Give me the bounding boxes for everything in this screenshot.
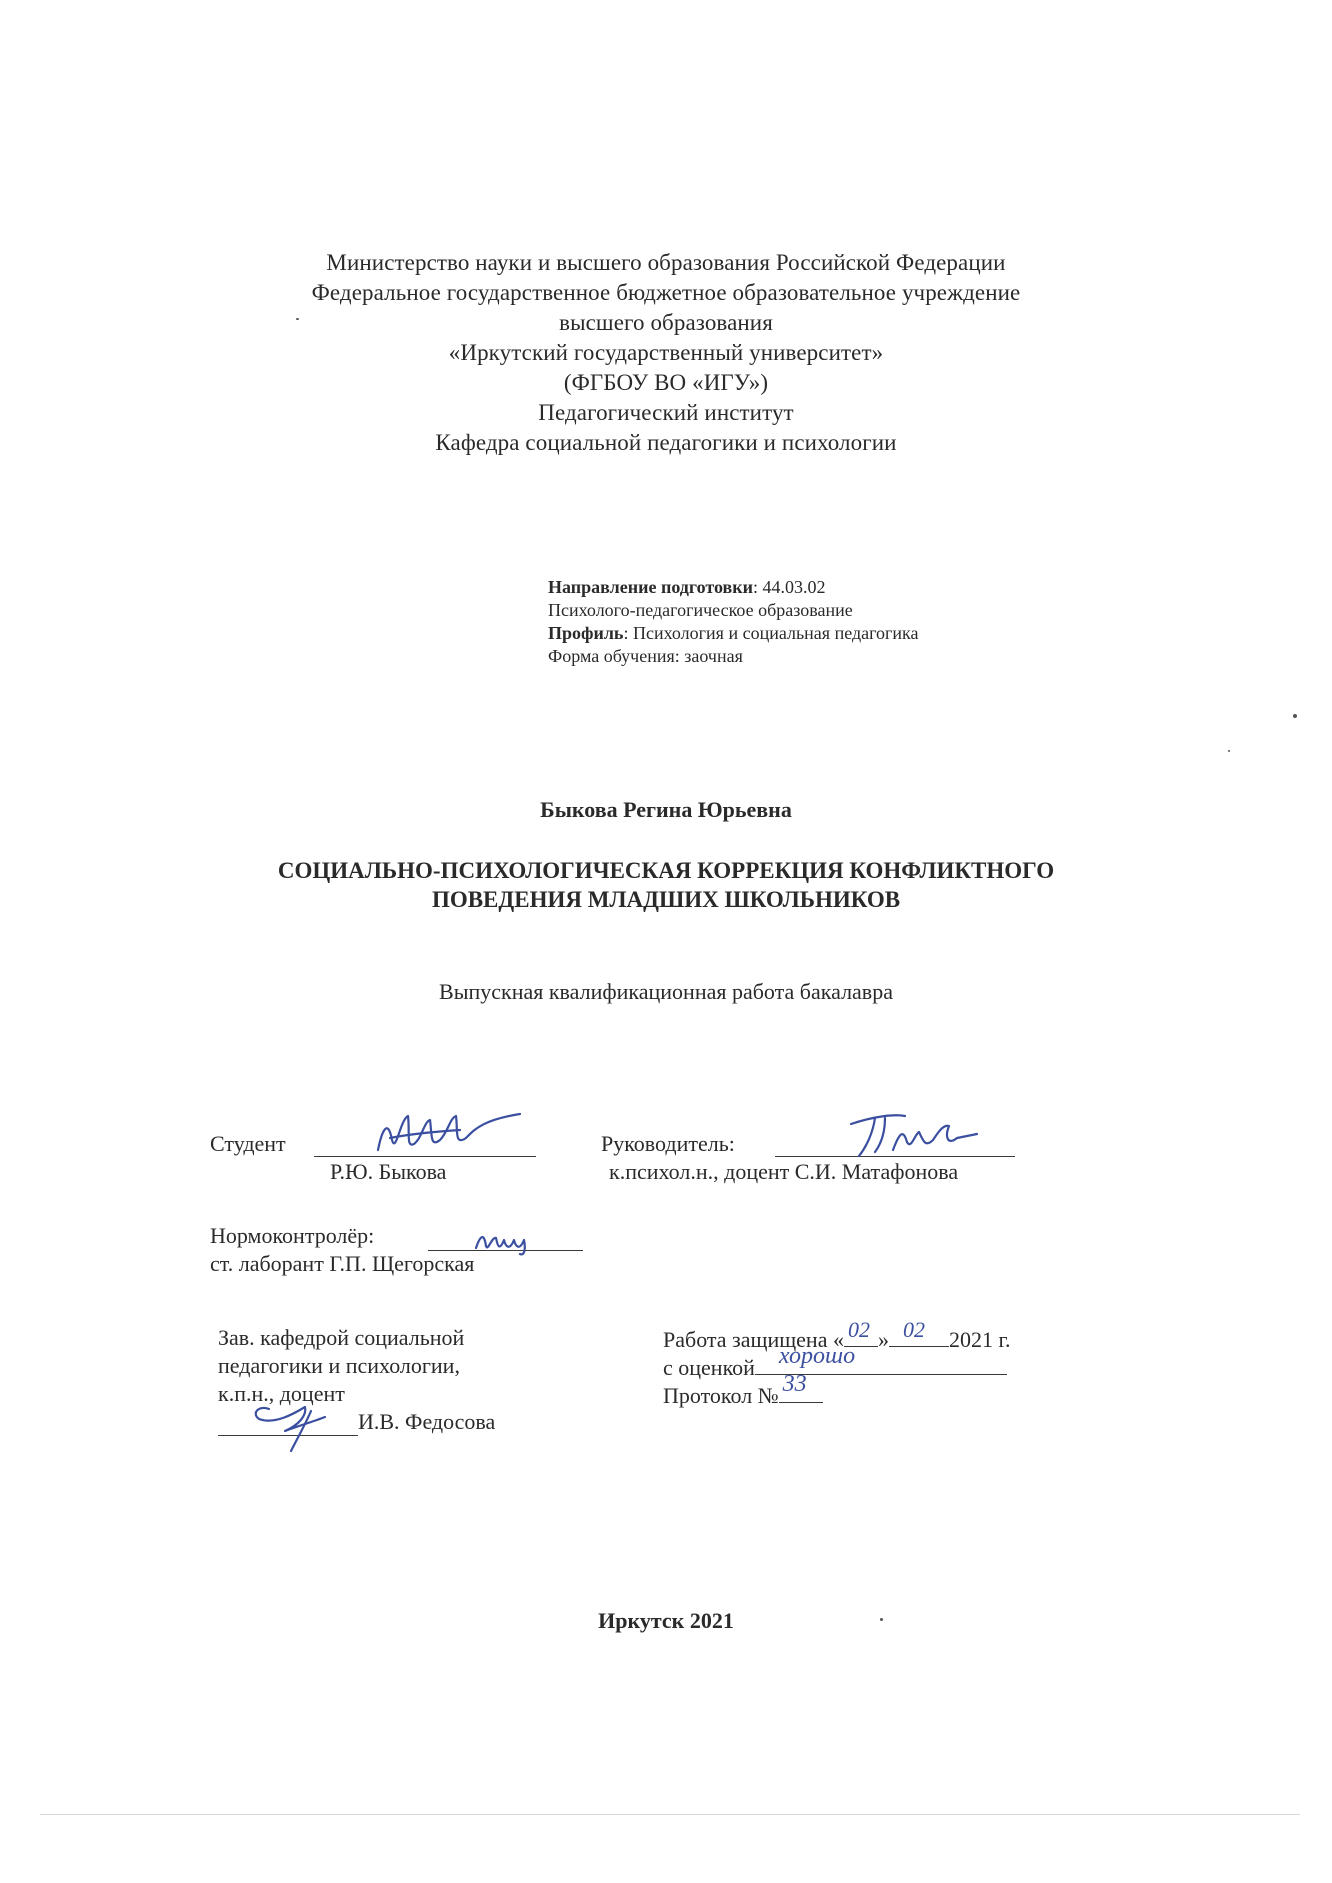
university-abbr-line: (ФГБОУ ВО «ИГУ») (563, 370, 769, 395)
thesis-title-line-1: СОЦИАЛЬНО-ПСИХОЛОГИЧЕСКАЯ КОРРЕКЦИЯ КОНФЛИКТНОГО (277, 858, 1055, 883)
defense-month-value: 02 (902, 1317, 925, 1342)
author-name: Быкова Регина Юрьевна (540, 797, 792, 822)
profile-value: : Психология и социальная педагогика (623, 623, 919, 643)
defended-mid: » (877, 1327, 889, 1352)
grade-value: хорошо (778, 1343, 856, 1369)
direction-label: Направление подготовки (548, 577, 754, 597)
protocol-value: 33 (782, 1371, 807, 1397)
work-type: Выпускная квалификационная работа бакалавра (439, 979, 893, 1004)
head-line-1: Зав. кафедрой социальной (218, 1325, 465, 1350)
supervisor-name: к.психол.н., доцент С.И. Матафонова (609, 1159, 959, 1184)
scan-speck (880, 1618, 883, 1621)
institution-header (0, 248, 1332, 458)
head-signature (245, 1395, 355, 1455)
thesis-title (0, 856, 1332, 914)
direction-row (548, 576, 919, 599)
scan-speck (1293, 714, 1297, 718)
head-line-3: к.п.н., доцент (218, 1381, 345, 1406)
education-level-line: высшего образования (559, 310, 773, 335)
direction-value: : 44.03.02 (753, 577, 826, 597)
institution-type-line: Федеральное государственное бюджетное образовательное учреждение (311, 280, 1021, 305)
student-label: Студент (210, 1131, 286, 1156)
department-line: Кафедра социальной педагогики и психологии (435, 430, 897, 455)
student-name: Р.Ю. Быкова (330, 1159, 447, 1184)
defended-prefix: Работа защищена « (663, 1327, 844, 1352)
normcontrol-name: ст. лаборант Г.П. Щегорская (210, 1251, 475, 1276)
study-form: Форма обучения: заочная (548, 646, 743, 666)
normcontrol-signature (472, 1226, 542, 1256)
student-signature (370, 1110, 530, 1160)
city-year: Иркутск 2021 (598, 1608, 734, 1633)
defense-day-value: 02 (847, 1317, 870, 1342)
supervisor-signature (845, 1110, 985, 1160)
supervisor-label: Руководитель: (601, 1131, 735, 1156)
defended-year: 2021 г. (948, 1327, 1011, 1352)
university-name-line: «Иркутский государственный университет» (448, 340, 884, 365)
protocol-label: Протокол № (663, 1383, 779, 1408)
head-name: И.В. Федосова (358, 1409, 496, 1434)
scan-speck (296, 318, 299, 320)
grade-label: с оценкой (663, 1355, 755, 1380)
program-info (548, 576, 919, 668)
scan-edge-line (40, 1814, 1300, 1815)
grade-row (663, 1343, 1007, 1382)
scan-speck (1228, 750, 1230, 752)
normcontrol-label: Нормоконтролёр: (210, 1223, 375, 1248)
head-line-2: педагогики и психологии, (218, 1353, 460, 1378)
protocol-row (663, 1371, 823, 1410)
institute-line: Педагогический институт (538, 400, 794, 425)
defense-month-field (889, 1317, 949, 1347)
profile-label: Профиль (548, 623, 624, 643)
protocol-field (779, 1371, 823, 1403)
ministry-line: Министерство науки и высшего образования Российской Федерации (326, 250, 1006, 275)
thesis-title-line-2: ПОВЕДЕНИЯ МЛАДШИХ ШКОЛЬНИКОВ (431, 887, 901, 912)
direction-name: Психолого-педагогическое образование (548, 600, 853, 620)
profile-row (548, 622, 919, 645)
